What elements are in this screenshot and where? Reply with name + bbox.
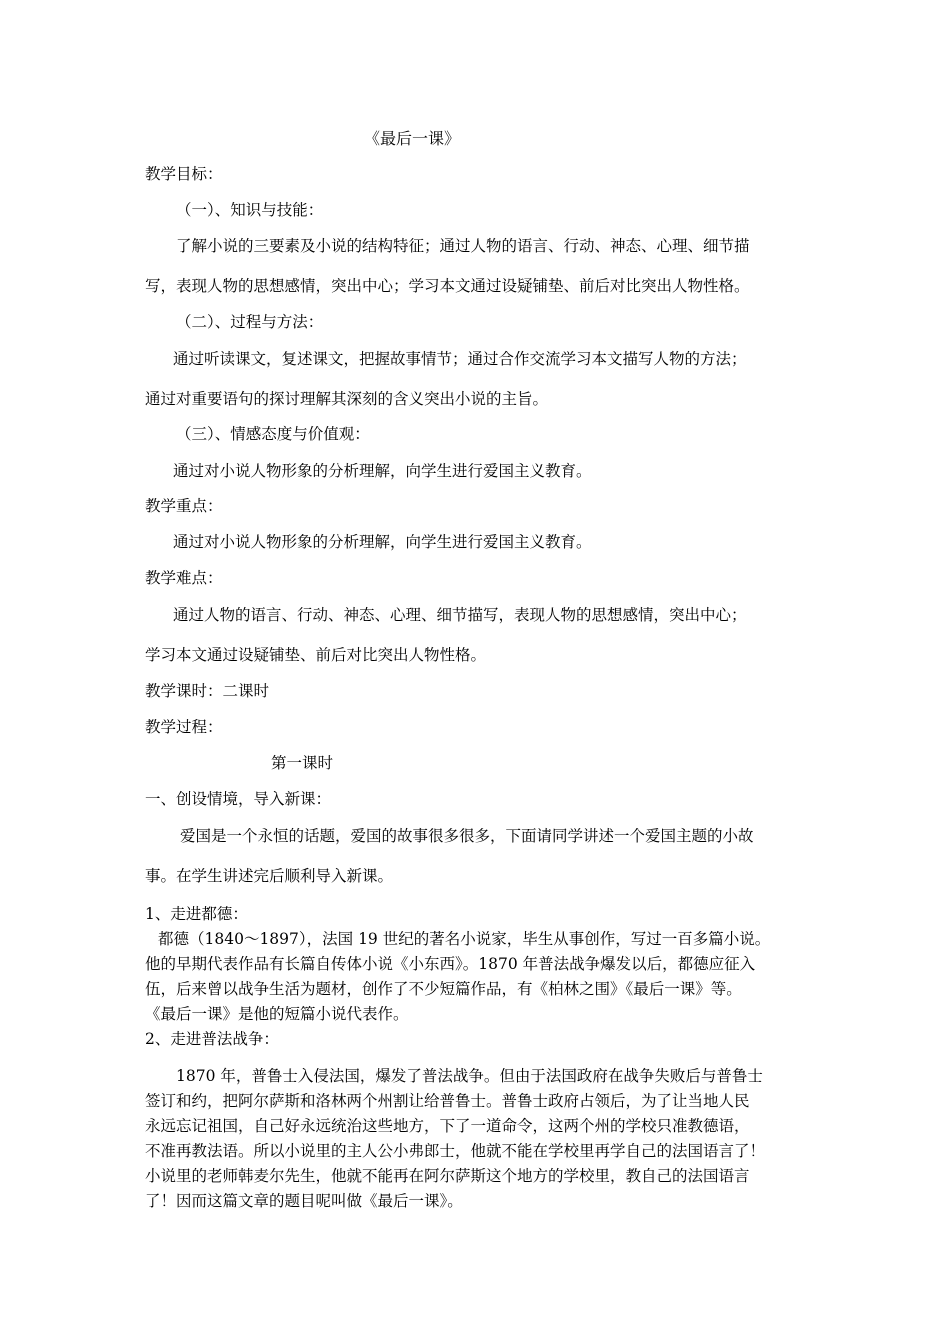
- key-line1: 通过对小说人物形象的分析理解，向学生进行爱国主义教育。: [173, 533, 592, 551]
- sub2-line6: 了！因而这篇文章的题目呢叫做《最后一课》。: [145, 1192, 463, 1210]
- goal2-line2: 通过对重要语句的探讨理解其深刻的含义突出小说的主旨。: [145, 390, 549, 408]
- difficulty-heading: 教学难点：: [145, 569, 223, 587]
- sub2-line1: 1870 年，普鲁士入侵法国，爆发了普法战争。但由于法国政府在战争失败后与普鲁士: [176, 1067, 763, 1085]
- sub2-line5: 小说里的老师韩麦尔先生，他就不能再在阿尔萨斯这个地方的学校里，教自己的法国语言: [145, 1167, 750, 1185]
- sub1-line2: 他的早期代表作品有长篇自传体小说《小东西》。1870 年普法战争爆发以后，都德应征入: [145, 955, 756, 973]
- goal1-heading: （一）、知识与技能：: [176, 201, 324, 219]
- sub1-line4: 《最后一课》是他的短篇小说代表作。: [145, 1005, 409, 1023]
- key-heading: 教学重点：: [145, 497, 223, 515]
- goals-heading: 教学目标：: [145, 165, 223, 183]
- difficulty-line2: 学习本文通过设疑铺垫、前后对比突出人物性格。: [145, 646, 487, 664]
- session-heading: 第一课时: [271, 754, 334, 772]
- step1-line1: 爱国是一个永恒的话题，爱国的故事很多很多，下面请同学讲述一个爱国主题的小故: [180, 827, 754, 845]
- sub2-heading: 2、走进普法战争：: [145, 1030, 279, 1048]
- document-title: 《最后一课》: [364, 129, 461, 148]
- sub1-heading: 1、走进都德：: [145, 905, 248, 923]
- goal2-heading: （二）、过程与方法：: [176, 313, 324, 331]
- sub1-line1: 都德（1840～1897），法国 19 世纪的著名小说家，毕生从事创作，写过一百多篇小说。: [158, 930, 771, 948]
- process-heading: 教学过程：: [145, 718, 223, 736]
- goal1-line2: 写，表现人物的思想感情，突出中心；学习本文通过设疑铺垫、前后对比突出人物性格。: [145, 277, 750, 295]
- goal1-line1: 了解小说的三要素及小说的结构特征；通过人物的语言、行动、神态、心理、细节描: [176, 237, 750, 255]
- class-hours: 教学课时：二课时: [145, 682, 270, 700]
- goal3-heading: （三）、情感态度与价值观：: [176, 425, 370, 443]
- goal2-line1: 通过听读课文，复述课文，把握故事情节；通过合作交流学习本文描写人物的方法；: [173, 350, 747, 368]
- sub2-line4: 不准再教法语。所以小说里的主人公小弗郎士，他就不能在学校里再学自己的法国语言了！: [145, 1142, 766, 1160]
- sub1-line3: 伍，后来曾以战争生活为题材，创作了不少短篇作品，有《柏林之围》《最后一课》等。: [145, 980, 742, 998]
- difficulty-line1: 通过人物的语言、行动、神态、心理、细节描写，表现人物的思想感情，突出中心；: [173, 606, 747, 624]
- step1-heading: 一、创设情境，导入新课：: [145, 790, 332, 808]
- goal3-line1: 通过对小说人物形象的分析理解，向学生进行爱国主义教育。: [173, 462, 592, 480]
- sub2-line2: 签订和约，把阿尔萨斯和洛林两个州割让给普鲁士。普鲁士政府占领后，为了让当地人民: [145, 1092, 750, 1110]
- sub2-line3: 永远忘记祖国，自己好永远统治这些地方，下了一道命令，这两个州的学校只准教德语，: [145, 1117, 750, 1135]
- step1-line2: 事。在学生讲述完后顺利导入新课。: [145, 867, 394, 885]
